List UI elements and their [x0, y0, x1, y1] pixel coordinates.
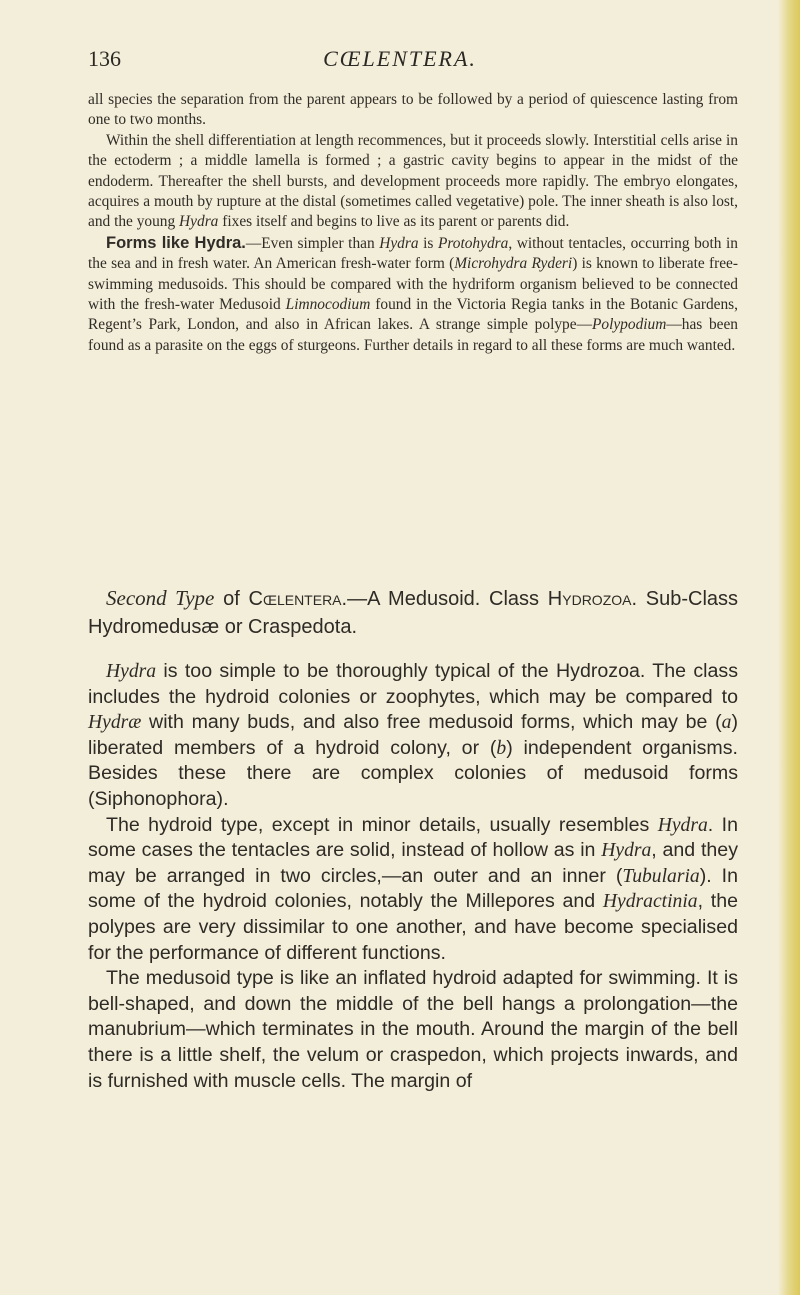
top-text-block	[88, 90, 738, 356]
paragraph-medusoid-type: The medusoid type is like an inflated hydroid adapted for swimming. It is bell-shaped, and down the middle of the bell hangs a prolongation—the manubrium—which terminates in the mouth. Around the margin of the bell there is a little shelf, the velum or craspedon, which projects inwards, and is furnished with muscle cells. The margin of	[88, 967, 738, 1092]
main-text-block	[88, 584, 738, 1094]
paragraph-hydroid-type: The hydroid type, except in minor details, usually resembles Hydra. In some cases the tentacles are solid, instead of hollow as in Hydra, and they may be arranged in two circles,—an outer and an inner (Tubularia). In some of the hydroid colonies, notably the Millepores and Hydractinia, the polypes are very dissimilar to one another, and have become specialised for the performance of different functions.	[88, 813, 738, 964]
running-head: CŒLENTERA.	[323, 46, 477, 71]
page-edge	[778, 0, 800, 1295]
paragraph-continued: all species the separation from the parent appears to be followed by a period of quiescence lasting from one to two months.	[88, 91, 738, 129]
page-header	[0, 44, 800, 84]
paragraph-development: Within the shell differentiation at length recommences, but it proceeds slowly. Interstitial cells arise in the ectoderm ; a middle lamella is formed ; a gastric cavity begins to appear in the midst of the endoderm. Thereafter the shell bursts, and development proceeds more rapidly. The embryo elongates, acquires a mouth by rupture at the distal (sometimes called vegetative) pole. The inner sheath is also lost, and the young Hydra fixes itself and begins to live as its parent or parents did.	[88, 131, 738, 231]
paragraph-forms-like-hydra: Forms like Hydra.—Even simpler than Hydra is Protohydra, without tentacles, occurring both in the sea and in fresh water. An American fresh-water form (Microhydra Ryderi) is known to liberate free-swimming medusoids. This should be compared with the hydriform organism believed to be connected with the fresh-water Medusoid Limnocodium found in the Victoria Regia tanks in the Botanic Gardens, Regent’s Park, London, and also in African lakes. A strange simple polype—Polypodium—has been found as a parasite on the eggs of sturgeons. Further details in regard to all these forms are much wanted.	[88, 233, 739, 354]
paragraph-hydrozoa: Hydra is too simple to be thoroughly typical of the Hydrozoa. The class includes the hydroid colonies or zoophytes, which may be compared to Hydræ with many buds, and also free medusoid forms, which may be (a) liberated members of a hydroid colony, or (b) independent organisms. Besides these there are complex colonies of medusoid forms (Siphonophora).	[88, 660, 738, 810]
forms-heading: Forms like Hydra.	[106, 233, 246, 252]
section-heading: Second Type of Cœlentera.—A Medusoid. Class Hydrozoa. Sub-Class Hydromedusæ or Craspedota.	[88, 586, 739, 638]
page-number: 136	[88, 46, 121, 71]
